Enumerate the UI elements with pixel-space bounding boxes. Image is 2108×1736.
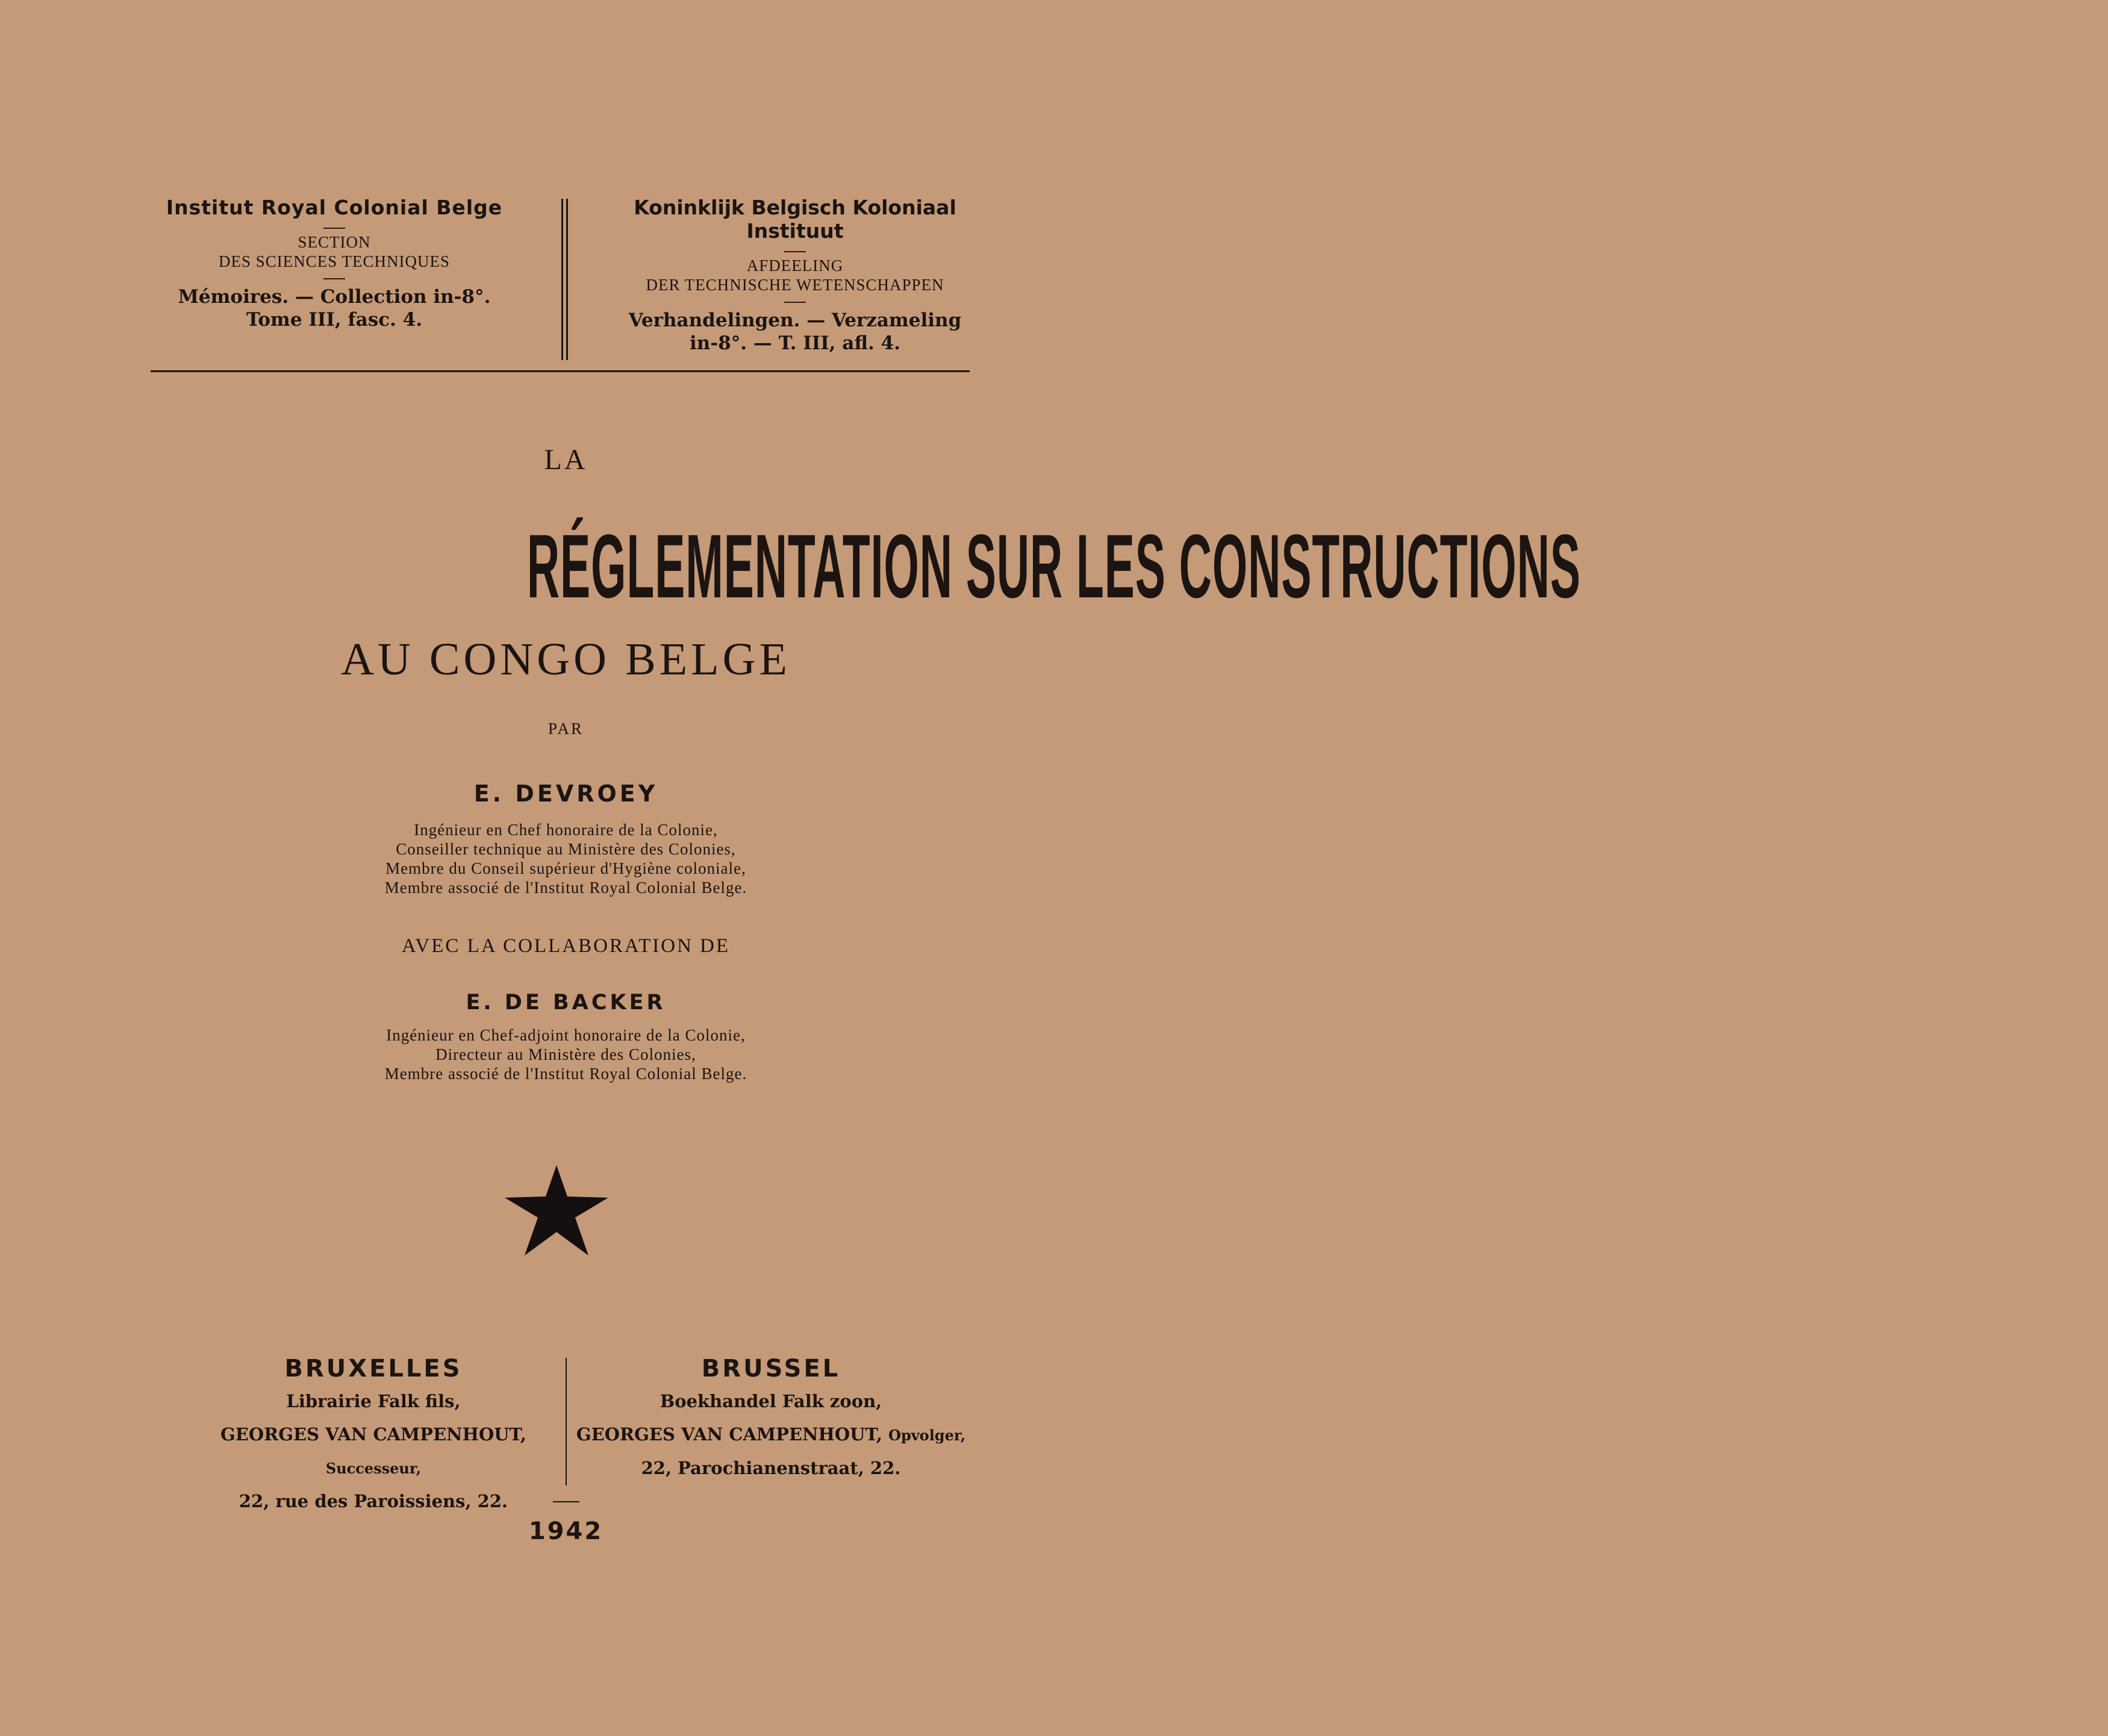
publisher-divider: [566, 1358, 567, 1486]
main-title: [0, 515, 1581, 617]
divider: [323, 278, 345, 279]
publisher-line2-fr: [181, 1418, 566, 1485]
series-line2-nl: in-8°. — T. III, afl. 4.: [690, 332, 900, 354]
year-dash: [553, 1501, 579, 1502]
star-icon: [505, 1165, 608, 1255]
institute-name-nl: Koninklijk Belgisch Koloniaal Instituut: [634, 196, 956, 243]
subtitle: AU CONGO BELGE: [341, 634, 791, 685]
publisher-line2-nl: [575, 1418, 967, 1452]
publisher-name-fr: GEORGES VAN CAMPENHOUT,: [220, 1424, 527, 1445]
coauthor-credentials: [0, 1025, 1132, 1083]
divider: [784, 251, 806, 252]
publisher-role-nl: Opvolger,: [888, 1426, 966, 1444]
coauthor-credential-2: Directeur au Ministère des Colonies,: [435, 1045, 696, 1063]
header-divider-left: [561, 199, 563, 360]
header-left: [148, 196, 521, 331]
publisher-left: [181, 1355, 566, 1518]
coauthor-name: E. DE BACKER: [466, 991, 666, 1015]
publisher-line1-fr: Librairie Falk fils,: [286, 1391, 461, 1411]
publication-year: 1942: [528, 1517, 603, 1545]
author-credential-4: Membre associé de l'Institut Royal Colonial Belge.: [384, 879, 747, 897]
coauthor-credential-3: Membre associé de l'Institut Royal Colonial Belge.: [384, 1065, 747, 1083]
publisher-name-nl: GEORGES VAN CAMPENHOUT,: [576, 1424, 882, 1445]
section-line2-fr: DES SCIENCES TECHNIQUES: [218, 252, 451, 270]
publisher-address-nl: 22, Parochianenstraat, 22.: [641, 1458, 901, 1478]
divider: [323, 228, 345, 229]
coauthor-credential-1: Ingénieur en Chef-adjoint honoraire de la Colonie,: [386, 1026, 746, 1044]
coauthor-block: [0, 991, 1132, 1083]
institute-name-fr: Institut Royal Colonial Belge: [166, 196, 503, 219]
section-line1-fr: SECTION: [298, 233, 371, 251]
series-line1-nl: Verhandelingen. — Verzameling: [628, 310, 962, 331]
publisher-role-fr: Successeur,: [325, 1460, 422, 1477]
author-credentials: [0, 820, 1132, 897]
header-divider-right: [566, 199, 568, 360]
publisher-line1-nl: Boekhandel Falk zoon,: [660, 1391, 882, 1411]
section-line1-nl: AFDEELING: [746, 257, 844, 275]
collaboration-label: AVEC LA COLLABORATION DE: [401, 935, 731, 957]
author-credential-1: Ingénieur en Chef honoraire de la Colonie,: [414, 821, 718, 839]
series-line2-fr: Tome III, fasc. 4.: [246, 309, 423, 331]
author-name: E. DEVROEY: [473, 780, 658, 807]
series-line1-fr: Mémoires. — Collection in-8°.: [178, 286, 491, 308]
section-line2-nl: DER TECHNISCHE WETENSCHAPPEN: [646, 276, 944, 294]
author-credential-3: Membre du Conseil supérieur d'Hygiène coloniale,: [385, 859, 746, 877]
main-title-text: RÉGLEMENTATION SUR LES CONSTRUCTIONS: [526, 515, 1581, 617]
publisher-right: [575, 1355, 967, 1485]
author-block: [0, 780, 1132, 897]
header-right: [596, 196, 994, 355]
title-article: LA: [544, 444, 588, 476]
author-credential-2: Conseiller technique au Ministère des Colonies,: [396, 840, 736, 858]
publisher-address-fr: 22, rue des Paroissiens, 22.: [239, 1491, 508, 1511]
divider: [784, 302, 806, 303]
header-rule: [151, 370, 970, 372]
par-label: PAR: [547, 720, 584, 738]
publisher-city-nl: BRUSSEL: [701, 1355, 841, 1383]
publisher-city-fr: BRUXELLES: [284, 1355, 463, 1383]
